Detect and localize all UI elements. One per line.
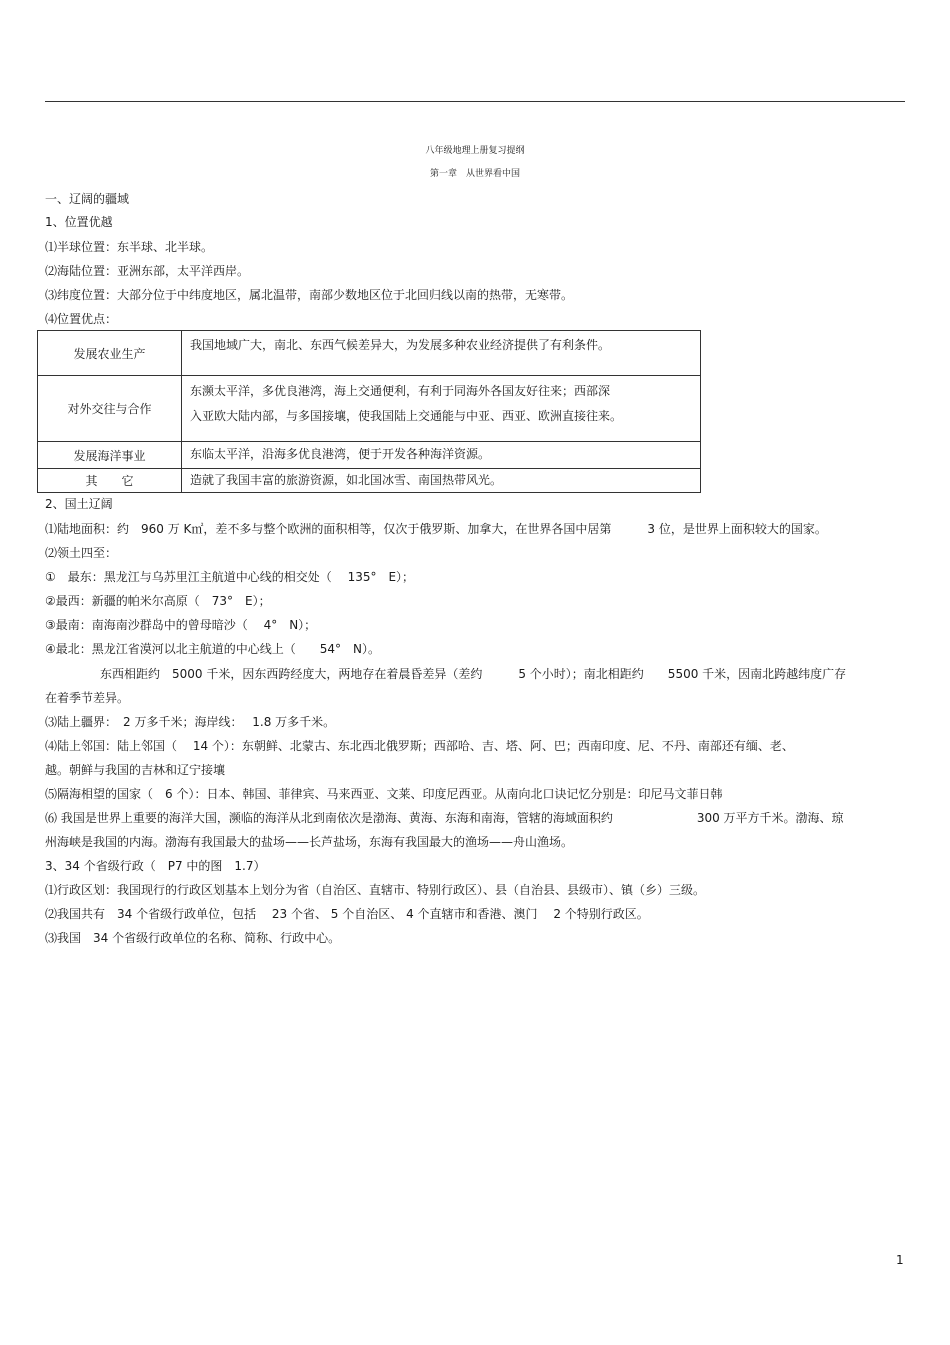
table-row: [38, 376, 701, 442]
text-line: ⑸隔海相望的国家（ 6 个）：日本、韩国、菲律宾、马来西亚、文莱、印度尼西亚。从南向北口诀记忆分别是：印尼马文菲日韩: [45, 787, 723, 801]
table-cell-value: 我国地域广大，南北、东西气候差异大，为发展多种农业经济提供了有利条件。: [182, 331, 701, 376]
text-line: ⑶陆上疆界： 2 万多千米；海岸线： 1.8 万多千米。: [45, 715, 336, 729]
table-row: [38, 469, 701, 493]
text-line: ⑶纬度位置：大部分位于中纬度地区，属北温带，南部少数地区位于北回归线以南的热带，无寒带。: [45, 288, 574, 302]
section-heading: 一、辽阔的疆域: [45, 192, 130, 206]
text-line: 东西相距约 5000 千米，因东西跨经度大，两地存在着晨昏差异（差约 5 个小时）；南北相距约 5500 千米，因南北跨越纬度广存: [100, 667, 847, 681]
text-line: ④最北：黑龙江省漠河以北主航道的中心线上（ 54° N）。: [45, 642, 381, 656]
table-cell-value: [182, 376, 701, 442]
table-cell-key: 发展海洋事业: [38, 442, 182, 469]
text-line: ① 最东：黑龙江与乌苏里江主航道中心线的相交处（ 135° E）；: [45, 570, 415, 584]
subsection-heading: 1、位置优越: [45, 215, 113, 229]
text-line: ⑶我国 34 个省级行政单位的名称、简称、行政中心。: [45, 931, 341, 945]
text-line: ⑴半球位置：东半球、北半球。: [45, 240, 214, 254]
table-cell-key: 其 它: [38, 469, 182, 493]
text-line: 州海峡是我国的内海。渤海有我国最大的盐场——长芦盐场，东海有我国最大的渔场——舟山渔场。: [45, 835, 574, 849]
text-line: ⑷位置优点：: [45, 312, 118, 326]
table-row: [38, 331, 701, 376]
text-line: ⑹ 我国是世界上重要的海洋大国，濒临的海洋从北到南依次是渤海、黄海、东海和南海，管辖的海域面积约 300 万平方千米。渤海、琼: [45, 811, 844, 825]
table-cell-key: 发展农业生产: [38, 331, 182, 376]
text-line: ②最西：新疆的帕米尔高原（ 73° E）；: [45, 594, 271, 608]
subsection-heading: 2、国土辽阔: [45, 497, 113, 511]
table-cell-line: 入亚欧大陆内部，与多国接壤，使我国陆上交通能与中亚、西亚、欧洲直接往来。: [190, 409, 623, 423]
table-cell-value: 造就了我国丰富的旅游资源，如北国冰雪、南国热带风光。: [182, 469, 701, 493]
text-line: ⑴陆地面积：约 960 万 K㎡，差不多与整个欧洲的面积相等，仅次于俄罗斯、加拿大，在世界各国中居第 3 位，是世界上面积较大的国家。: [45, 522, 827, 536]
document-title: 八年级地理上册复习提纲: [425, 146, 525, 156]
header-rule: [45, 101, 905, 102]
text-line: ⑵领土四至：: [45, 546, 118, 560]
text-line: 在着季节差异。: [45, 691, 130, 705]
subsection-heading: 3、34 个省级行政（ P7 中的图 1.7）: [45, 859, 266, 873]
text-line: ⑷陆上邻国：陆上邻国（ 14 个）：东朝鲜、北蒙古、东北西北俄罗斯；西部哈、吉、塔、阿、巴；西南印度、尼、不丹、南部还有缅、老、: [45, 739, 794, 753]
text-line: ③最南：南海南沙群岛中的曾母暗沙（ 4° N）；: [45, 618, 317, 632]
table-cell-value: 东临太平洋，沿海多优良港湾，便于开发各种海洋资源。: [182, 442, 701, 469]
text-line: ⑵海陆位置：亚洲东部，太平洋西岸。: [45, 264, 250, 278]
page-number: 1: [896, 1253, 904, 1267]
chapter-title: 第一章 从世界看中国: [429, 169, 520, 179]
table-cell-key: 对外交往与合作: [38, 376, 182, 442]
table-cell-line: 东濒太平洋，多优良港湾，海上交通便利，有利于同海外各国友好往来；西部深: [190, 384, 611, 398]
text-line: ⑴行政区划：我国现行的行政区划基本上划分为省（自治区、直辖市、特别行政区）、县（自治县、县级市）、镇（乡）三级。: [45, 883, 706, 897]
text-line: 越。朝鲜与我国的吉林和辽宁接壤: [45, 763, 226, 777]
table-row: [38, 442, 701, 469]
location-advantages-table: [37, 330, 701, 493]
text-line: ⑵我国共有 34 个省级行政单位，包括 23 个省、 5 个自治区、 4 个直辖市和香港、澳门 2 个特别行政区。: [45, 907, 649, 921]
